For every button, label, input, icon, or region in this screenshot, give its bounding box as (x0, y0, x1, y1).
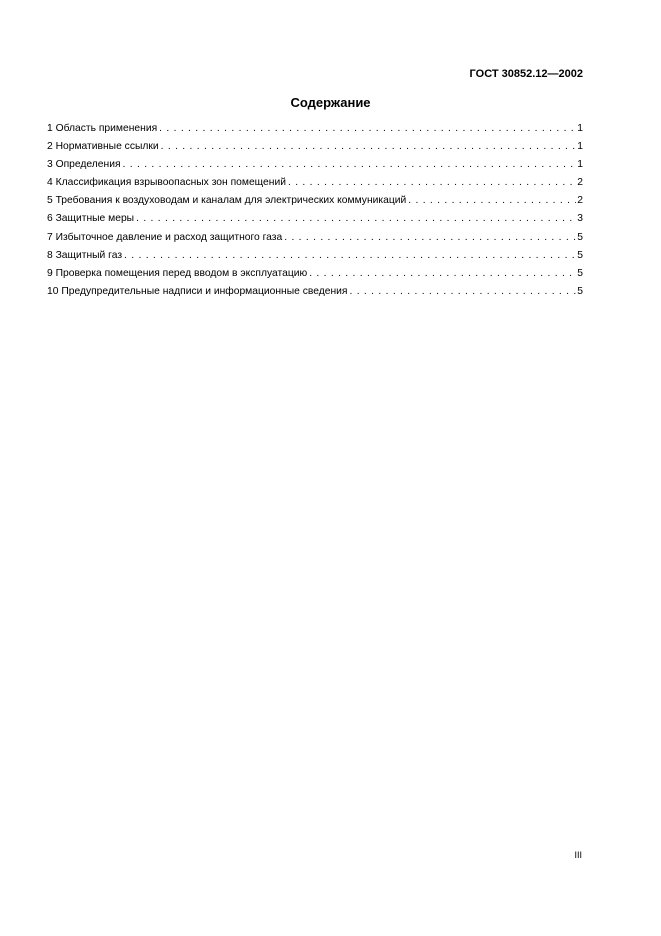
toc-entry-label: 7 Избыточное давление и расход защитного газа (47, 231, 283, 243)
toc-entry-label: 6 Защитные меры (47, 213, 135, 225)
table-of-contents (47, 123, 583, 304)
toc-entry-page: 1 (577, 159, 583, 171)
toc-entry-page: 1 (577, 123, 583, 134)
toc-entry-page: 5 (577, 285, 583, 297)
toc-entry (47, 195, 583, 213)
toc-leader-dots (349, 286, 576, 297)
toc-leader-dots (309, 268, 576, 279)
toc-leader-dots (161, 141, 577, 152)
page-number: III (574, 850, 582, 860)
toc-entry-label: 9 Проверка помещения перед вводом в эксплуатацию (47, 267, 308, 279)
toc-leader-dots (159, 123, 576, 134)
toc-leader-dots (124, 250, 576, 261)
toc-entry (47, 250, 583, 268)
document-code: ГОСТ 30852.12—2002 (469, 68, 583, 80)
toc-entry-label: 2 Нормативные ссылки (47, 141, 159, 153)
toc-entry-label: 8 Защитный газ (47, 249, 123, 261)
toc-entry-page: 1 (577, 141, 583, 153)
toc-entry (47, 268, 583, 286)
toc-entry (47, 232, 583, 250)
toc-entry-label: 3 Определения (47, 159, 121, 171)
toc-entry-label: 5 Требования к воздуховодам и каналам для электрических коммуникаций (47, 195, 407, 207)
toc-entry-page: 5 (577, 231, 583, 243)
toc-leader-dots (284, 232, 576, 243)
toc-entry (47, 286, 583, 304)
toc-title: Содержание (290, 95, 371, 110)
toc-entry (47, 141, 583, 159)
toc-leader-dots (123, 159, 577, 170)
toc-entry-label: 1 Область применения (47, 123, 158, 134)
toc-entry-page: 5 (577, 249, 583, 261)
toc-entry-page: 2 (577, 195, 583, 207)
toc-entry-page: 5 (577, 267, 583, 279)
toc-leader-dots (288, 177, 576, 188)
toc-leader-dots (408, 195, 576, 206)
toc-entry (47, 177, 583, 195)
toc-entry-page: 2 (577, 177, 583, 189)
toc-entry-label: 4 Классификация взрывоопасных зон помещений (47, 177, 286, 189)
toc-entry (47, 213, 583, 231)
toc-entry-page: 3 (577, 213, 583, 225)
toc-entry (47, 123, 583, 141)
toc-leader-dots (136, 213, 576, 224)
toc-entry (47, 159, 583, 177)
toc-entry-label: 10 Предупредительные надписи и информационные сведения (47, 285, 348, 297)
